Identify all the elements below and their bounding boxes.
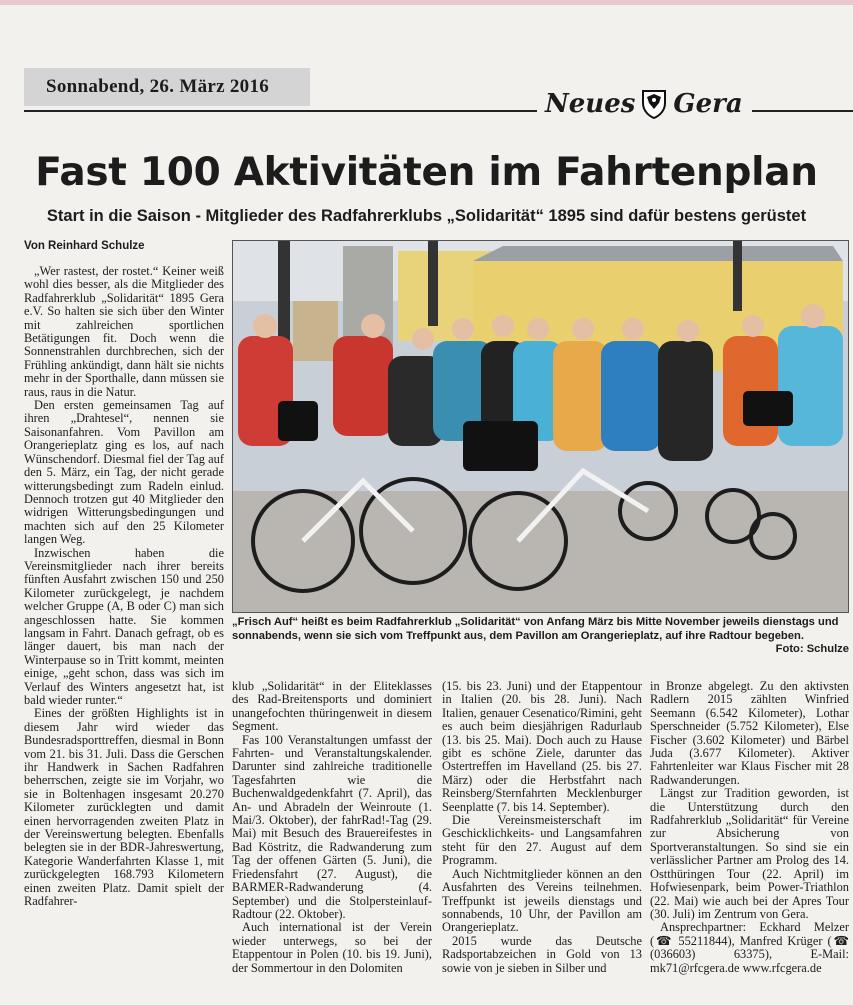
- paragraph: (15. bis 23. Juni) und der Etappentour in Italien (20. bis 28. Juni). Nach Italien, genauer Cesenatico/Rimini, geht es auch beim diesjährigen Radurlaub (13. bis 25. Mai). Doch auch zu Hause gibt es schöne Ziele, darunter das Ostertreffen im Havelland (25. bis 27. März) oder die Herbstfahrt nach Reinsberg/Sternfahrten Mecklenburger Seenplatte (7. bis 14. September).: [442, 680, 642, 814]
- article-column-1: [24, 265, 224, 1005]
- paragraph: Fas 100 Veranstaltungen umfasst der Fahrten- und Veranstaltungskalender. Darunter sind zahlreiche traditionelle Tagesfahrten wie die Buchenwaldgedenkfahrt (7. April), das An- und Abradeln der Weinroute (1. Mai/3. Oktober), der fahrRad!-Tag (29. Mai) mit Besuch des Brauereifestes in Bad Köstritz, die Radwanderung zum Tag der offenen Gärten (5. Juni), die Friedensfahrt (27. August), die BARMER-Radwanderung (4. September) und die Stolpersteinlauf-Radtour (22. Oktober).: [232, 732, 432, 921]
- paragraph: Längst zur Tradition geworden, ist die Unterstützung durch den Radfahrerklub „Solidarität“ für Vereine zur Absicherung von Sportveranstaltungen. So sind sie ein verlässlicher Partner am Prolog des 14. Ostthüringen Tour (22. April) im Hofwiesenpark, beim Power-Triathlon (22. Mai) wie auch bei der Apres Tour (30. Juli) im Zentrum von Gera.: [650, 786, 849, 921]
- article-column-4: [650, 680, 849, 1005]
- paragraph: klub „Solidarität“ in der Eliteklasses des Rad-Breitensports und dominiert unangefochten thüringenweit in diesem Segment.: [232, 680, 432, 734]
- paragraph: in Bronze abgelegt. Zu den aktivsten Radlern 2015 zählten Winfried Seemann (6.542 Kilometer), Lothar Sperschneider (5.752 Kilometer), Else Fischer (3.602 Kilometer) und Bärbel Juda (3.677 Kilometer). Aktiver Fahrtenleiter war Klaus Fischer mit 28 Radwanderungen.: [650, 680, 849, 787]
- masthead-rule-right: [752, 110, 853, 112]
- issue-date: Sonnabend, 26. März 2016: [24, 68, 310, 106]
- paragraph: Die Vereinsmeisterschaft im Geschicklichkeits- und Langsamfahren steht für den 27. August auf dem Programm.: [442, 813, 642, 868]
- article-byline: Von Reinhard Schulze: [24, 240, 145, 252]
- group-photo: [232, 240, 849, 613]
- photo-caption: [232, 616, 849, 657]
- paragraph: Den ersten gemeinsamen Tag auf ihren „Drahtesel“, nennen sie Saisonanfahren. Vom Pavillon am Orangerieplatz ging es los, auf nach Wünschendorf. Diesmal fiel der Tag auf den 5. März, ein Tag, der nicht gerade witterungsbedingt zum Radeln einlud. Dennoch trotzen gut 40 Mitglieder den widrigen Witterungsbedingungen und machten sich auf den 25 Kilometer langen Weg.: [24, 398, 224, 547]
- coat-of-arms-icon: [641, 89, 667, 119]
- masthead-word-2: Gera: [673, 89, 743, 119]
- masthead-rule-left: [24, 110, 537, 112]
- newspaper-masthead: [545, 86, 755, 122]
- photo-credit: Foto: Schulze: [775, 643, 849, 655]
- article-column-2: [232, 680, 432, 1005]
- top-edge-line: [0, 0, 853, 5]
- article-subheadline: Start in die Saison - Mitglieder des Radfahrerklubs „Solidarität“ 1895 sind dafür bestens gerüstet: [46, 207, 807, 225]
- article-column-3: [442, 680, 642, 1005]
- paragraph: Eines der größten Highlights ist in diesem Jahr wird wieder das Bundesradsporttreffen, diesmal in Bonn vom 21. bis 31. Juli. Dass die Gerschen ihr Handwerk in Sachen Radfahren beherrschen, zeigte sie im Vorjahr, wo sie in Boltenhagen insgesamt 20.270 Kilometer zurücklegten und damit einen hervorragenden zweiten Platz in der Vereinswertung belegten. Ebenfalls belegten sie in der BDR-Jahreswertung, Kategorie Wanderfahrten Klasse 1, mit zurückgelegten 168.793 Kilometern einen zweiten Platz. Damit spielt der Radfahrer-: [24, 706, 224, 909]
- paragraph: Auch Nichtmitglieder können an den Ausfahrten des Vereins teilnehmen. Treffpunkt ist jeweils dienstags und sonnabends, 10 Uhr, der Pavillon am Orangerieplatz.: [442, 866, 642, 935]
- paragraph: Auch international ist der Verein wieder unterwegs, so bei der Etappentour in Polen (10. bis 19. Juni), der Sommertour in den Dolomiten: [232, 920, 432, 975]
- article-headline: Fast 100 Aktivitäten im Fahrtenplan: [35, 150, 818, 195]
- contact-paragraph: Ansprechpartner: Eckhard Melzer (☎ 55211844), Manfred Krüger (☎ (036603) 63375), E-Mail: mk71@rfcgera.de www.rfcgera.de: [650, 920, 849, 975]
- paragraph: 2015 wurde das Deutsche Radsportabzeichen in Gold von 13 sowie von je sieben in Silber und: [442, 933, 642, 975]
- masthead-word-1: Neues: [545, 89, 636, 119]
- caption-text: „Frisch Auf“ heißt es beim Radfahrerklub „Solidarität“ von Anfang März bis Mitte November jeweils dienstags und sonnabends, wenn sie sich vom Treffpunkt aus, dem Pavillon am Orangerieplatz, auf ihre Radtour begeben.: [232, 616, 839, 642]
- paragraph: Inzwischen haben die Vereinsmitglieder nach ihrer bereits fünften Ausfahrt zwischen 150 und 250 Kilometer zurückgelegt, je nachdem welcher Gruppe (A, B oder C) man sich angeschlossen hatte. Sie kommen langsam in Fahrt. Danach gefragt, ob es länger dauert, bis man nach der Winterpause so in Tritt kommt, meinten einige, „geht schon, dass was sich im Verlauf des Winters angesetzt hat, ist bald wieder runter.“: [24, 545, 224, 707]
- group-photo-image: [233, 241, 849, 613]
- paragraph: „Wer rastest, der rostet.“ Keiner weiß wohl dies besser, als die Mitglieder des Radfahrerklub „Solidarität“ 1895 Gera e.V. So halten sie sich über den Winter mit zahlreichen sportlichen Betätigungen fit. Doch wenn die Sonnenstrahlen durchbrechen, sich der Frühling ankündigt, dann hält sie nichts mehr in der Sporthalle, dann müssen sie raus, raus in die Natur.: [24, 265, 224, 399]
